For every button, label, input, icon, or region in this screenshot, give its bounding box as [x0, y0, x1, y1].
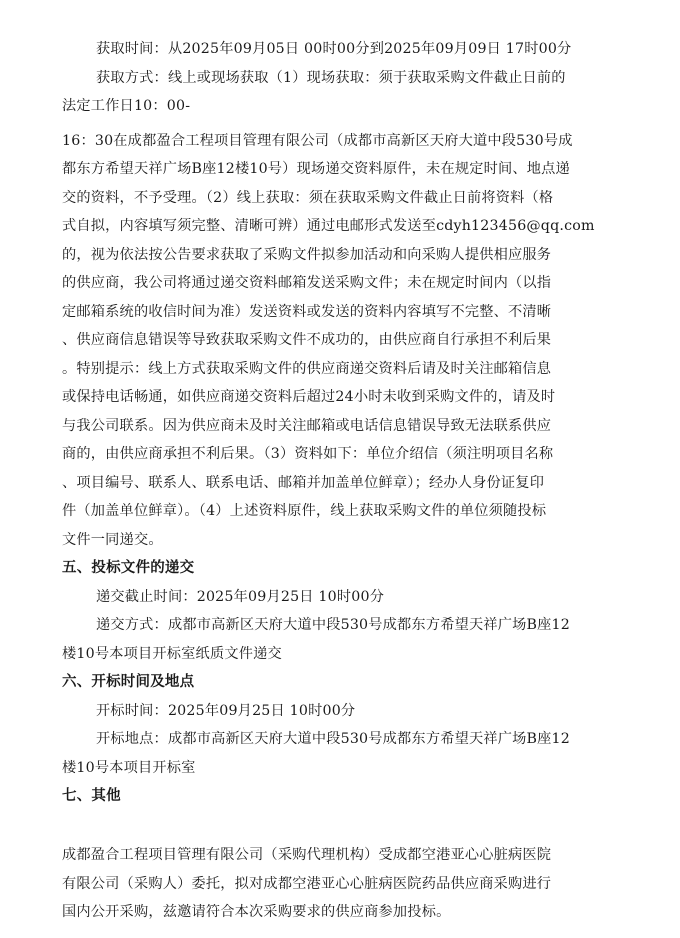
acquire-method: 获取方式：线上或现场获取（1）现场获取：须于获取采购文件截止日前的: [96, 70, 566, 86]
paragraph-line: 国内公开采购，兹邀请符合本次采购要求的供应商参加投标。: [62, 904, 451, 920]
paragraph-line: 楼10号本项目开标室: [62, 760, 196, 776]
paragraph-line: 有限公司（采购人）委托，拟对成都空港亚心心脏病医院药品供应商采购进行: [62, 876, 552, 892]
paragraph-line: 的，视为依法按公告要求获取了采购文件拟参加活动和向采购人提供相应服务: [62, 247, 552, 263]
paragraph-line: 、项目编号、联系人、联系电话、邮箱并加盖单位鲜章）；经办人身份证复印: [62, 475, 545, 491]
paragraph-line: 交的资料，不予受理。（2）线上获取：须在获取采购文件截止日前将资料（格: [62, 190, 554, 206]
paragraph-line: 。特别提示：线上方式获取采购文件的供应商递交资料后请及时关注邮箱信息: [62, 361, 552, 377]
paragraph-line: 楼10号本项目开标室纸质文件递交: [62, 646, 282, 662]
acquire-time: 获取时间：从2025年09月05日 00时00分到2025年09月09日 17时00分: [96, 41, 572, 57]
section-heading-5: 五、投标文件的递交: [62, 560, 195, 576]
paragraph-line: 都东方希望天祥广场B座12楼10号）现场递交资料原件，未在规定时间、地点递: [62, 161, 570, 177]
section-heading-7: 七、其他: [62, 788, 121, 804]
paragraph-line: 法定工作日10：00-: [62, 98, 191, 114]
paragraph-line: 或保持电话畅通，如供应商递交资料后超过24小时未收到采购文件的，请及时: [62, 389, 556, 405]
bid-deadline: 递交截止时间：2025年09月25日 10时00分: [96, 589, 385, 605]
paragraph-line: 与我公司联系。因为供应商未及时关注邮箱或电话信息错误导致无法联系供应: [62, 418, 552, 434]
opening-time: 开标时间：2025年09月25日 10时00分: [96, 703, 356, 719]
opening-location: 开标地点：成都市高新区天府大道中段530号成都东方希望天祥广场B座12: [96, 731, 570, 747]
paragraph-line: 成都盈合工程项目管理有限公司（采购代理机构）受成都空港亚心心脏病医院: [62, 847, 552, 863]
paragraph-line: 、供应商信息错误等导致获取采购文件不成功的，由供应商自行承担不利后果: [62, 332, 552, 348]
paragraph-line: 文件一同递交。: [62, 532, 163, 548]
bid-submit-method: 递交方式：成都市高新区天府大道中段530号成都东方希望天祥广场B座12: [96, 617, 570, 633]
paragraph-line: 式自拟，内容填写须完整、清晰可辨）通过电邮形式发送至cdyh123456@qq.com: [62, 218, 595, 234]
paragraph-line: 定邮箱系统的收信时间为准）发送资料或发送的资料内容填写不完整、不清晰: [62, 304, 552, 320]
section-heading-6: 六、开标时间及地点: [62, 674, 195, 690]
paragraph-line: 16：30在成都盈合工程项目管理有限公司（成都市高新区天府大道中段530号成: [62, 133, 573, 149]
paragraph-line: 商的，由供应商承担不利后果。（3）资料如下：单位介绍信（须注明项目名称: [62, 446, 554, 462]
paragraph-line: 的供应商，我公司将通过递交资料邮箱发送采购文件；未在规定时间内（以指: [62, 275, 552, 291]
paragraph-line: 件（加盖单位鲜章）。（4）上述资料原件，线上获取采购文件的单位须随投标: [62, 503, 547, 519]
